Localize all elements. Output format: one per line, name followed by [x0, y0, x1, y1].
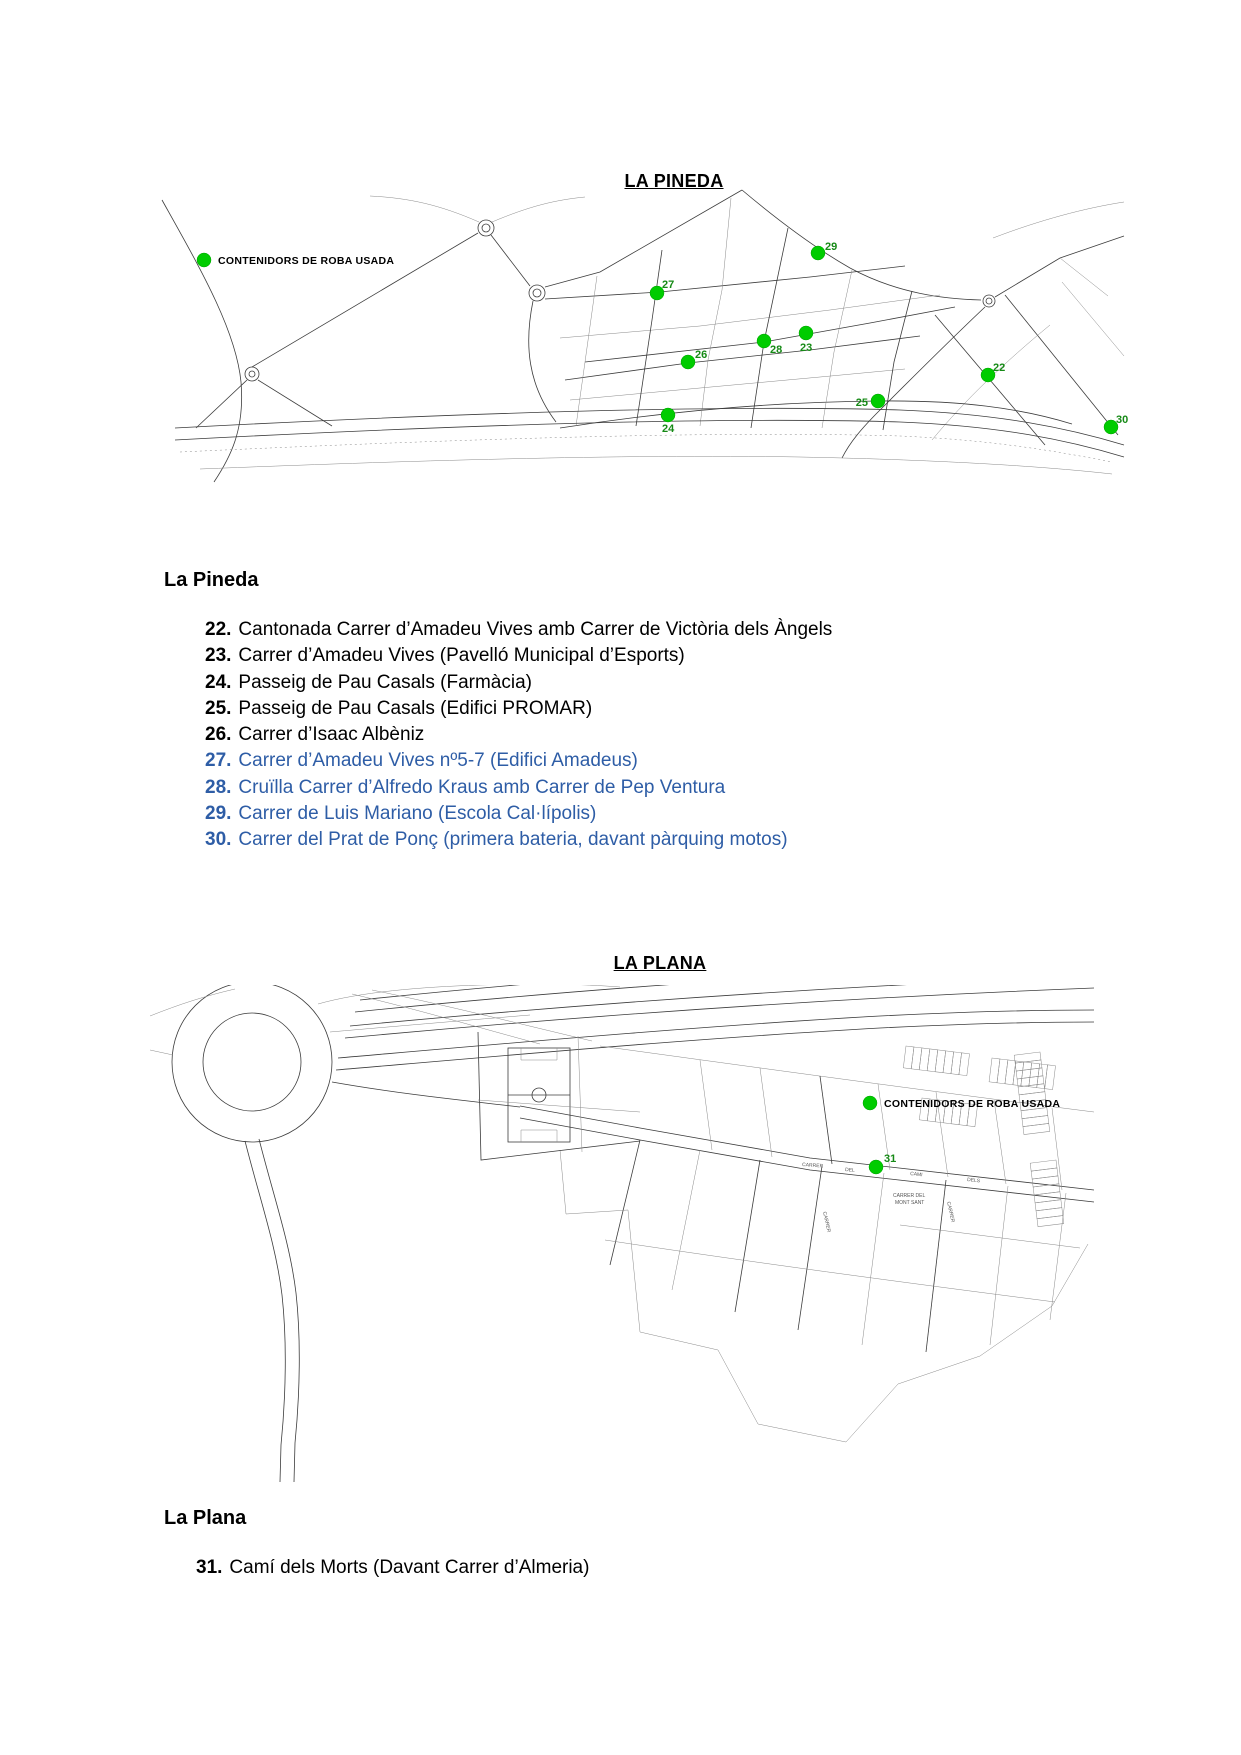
container-marker-number: 22 [993, 362, 1006, 374]
location-item-text: Carrer d’Amadeu Vives (Pavelló Municipal d’Esports) [238, 645, 685, 667]
location-list-la-pineda [205, 617, 832, 854]
plot-row [1030, 1160, 1064, 1227]
plot-row [903, 1046, 969, 1076]
location-item-text: Carrer de Luis Mariano (Escola Cal·lípolis) [238, 803, 597, 825]
map-title-la-pineda: LA PINEDA [624, 171, 724, 191]
location-list-item [205, 643, 832, 669]
location-list-item [196, 1555, 589, 1581]
location-list-item [205, 827, 832, 853]
location-item-number: 29. [205, 803, 232, 825]
plot-cell [1037, 1216, 1064, 1227]
street-lines-la-pineda [162, 190, 1124, 482]
la-pineda-map [155, 185, 1130, 485]
location-item-text: Camí dels Morts (Davant Carrer d’Almeria) [229, 1557, 590, 1578]
container-marker-dot [757, 334, 771, 348]
location-item-number: 27. [205, 750, 232, 772]
map-title-la-plana: LA PLANA [613, 953, 707, 973]
legend-dot-icon [863, 1096, 877, 1110]
plot-cell [919, 1048, 930, 1071]
location-item-number: 22. [205, 619, 232, 640]
street-name-label: CAMI [909, 1171, 923, 1179]
legend-label: CONTENIDORS DE ROBA USADA [884, 1098, 1061, 1110]
plot-cell [959, 1053, 970, 1076]
street-name-label: DEL [844, 1167, 856, 1174]
street-name-label: MONT SANT [895, 1200, 925, 1206]
container-marker-dot [661, 408, 675, 422]
location-item-number: 26. [205, 724, 232, 746]
legend-la-plana [863, 1096, 1060, 1110]
container-marker-number: 30 [1116, 414, 1129, 426]
location-item-text: Passeig de Pau Casals (Edifici PROMAR) [238, 697, 593, 719]
section-heading-la-plana: La Plana [164, 1507, 247, 1529]
section-heading-la-pineda: La Pineda [164, 569, 259, 591]
legend-dot-icon [197, 253, 211, 267]
plot-cell [951, 1052, 962, 1075]
location-list-item [205, 617, 832, 643]
container-marker-number: 31 [884, 1153, 897, 1165]
street-name-labels [802, 1162, 981, 1233]
plot-cell [935, 1050, 946, 1073]
container-marker-number: 23 [800, 342, 813, 354]
location-list-la-plana [196, 1555, 589, 1581]
location-list-item [205, 722, 832, 748]
la-plana-map [150, 985, 1095, 1490]
street-lines-la-plana [150, 985, 1094, 1482]
plot-cell [1045, 1065, 1056, 1090]
location-item-number: 28. [205, 776, 232, 798]
location-item-number: 25. [205, 697, 232, 719]
location-list-item [205, 696, 832, 722]
location-list-item [205, 670, 832, 696]
location-list-item [205, 748, 832, 774]
container-marker-dot [799, 326, 813, 340]
container-markers-la-plana [869, 1153, 896, 1174]
street-name-label: DELS [966, 1177, 981, 1185]
container-marker-number: 24 [662, 423, 675, 435]
plot-cell [927, 1049, 938, 1072]
plot-cell [903, 1046, 914, 1069]
plot-cell [1023, 1123, 1050, 1134]
location-item-number: 23. [205, 645, 232, 667]
plot-cell [943, 1051, 954, 1074]
container-marker-number: 25 [855, 397, 868, 409]
location-list-item [205, 801, 832, 827]
street-name-label: CARRER [801, 1162, 824, 1170]
plot-row [989, 1058, 1055, 1090]
plot-cell [911, 1047, 922, 1070]
location-item-text: Carrer d’Amadeu Vives nº5-7 (Edifici Amadeus) [238, 750, 638, 772]
location-item-text: Cantonada Carrer d’Amadeu Vives amb Carrer de Victòria dels Àngels [238, 619, 833, 640]
location-item-number: 24. [205, 671, 232, 693]
container-marker-dot [871, 394, 885, 408]
location-item-text: Carrer d’Isaac Albèniz [238, 724, 425, 746]
street-name-label: CARRER [821, 1211, 832, 1234]
location-item-text: Cruïlla Carrer d’Alfredo Kraus amb Carrer de Pep Ventura [238, 776, 726, 798]
container-marker-number: 27 [662, 279, 675, 291]
street-name-label: CARRER [945, 1201, 956, 1224]
location-item-number: 30. [205, 829, 232, 851]
legend-la-pineda [197, 253, 394, 267]
container-marker-number: 26 [695, 349, 708, 361]
location-list-item [205, 775, 832, 801]
street-name-label: CARRER DEL [893, 1193, 926, 1199]
location-item-number: 31. [196, 1557, 223, 1578]
container-marker-dot [681, 355, 695, 369]
container-marker-number: 28 [770, 344, 783, 356]
legend-label: CONTENIDORS DE ROBA USADA [218, 255, 395, 267]
location-item-text: Passeig de Pau Casals (Farmàcia) [238, 671, 532, 693]
container-marker-dot [811, 246, 825, 260]
container-markers-la-pineda [650, 241, 1128, 435]
location-item-text: Carrer del Prat de Ponç (primera bateria, davant pàrquing motos) [238, 829, 788, 851]
container-marker-dot [869, 1160, 883, 1174]
container-marker-number: 29 [825, 241, 838, 253]
